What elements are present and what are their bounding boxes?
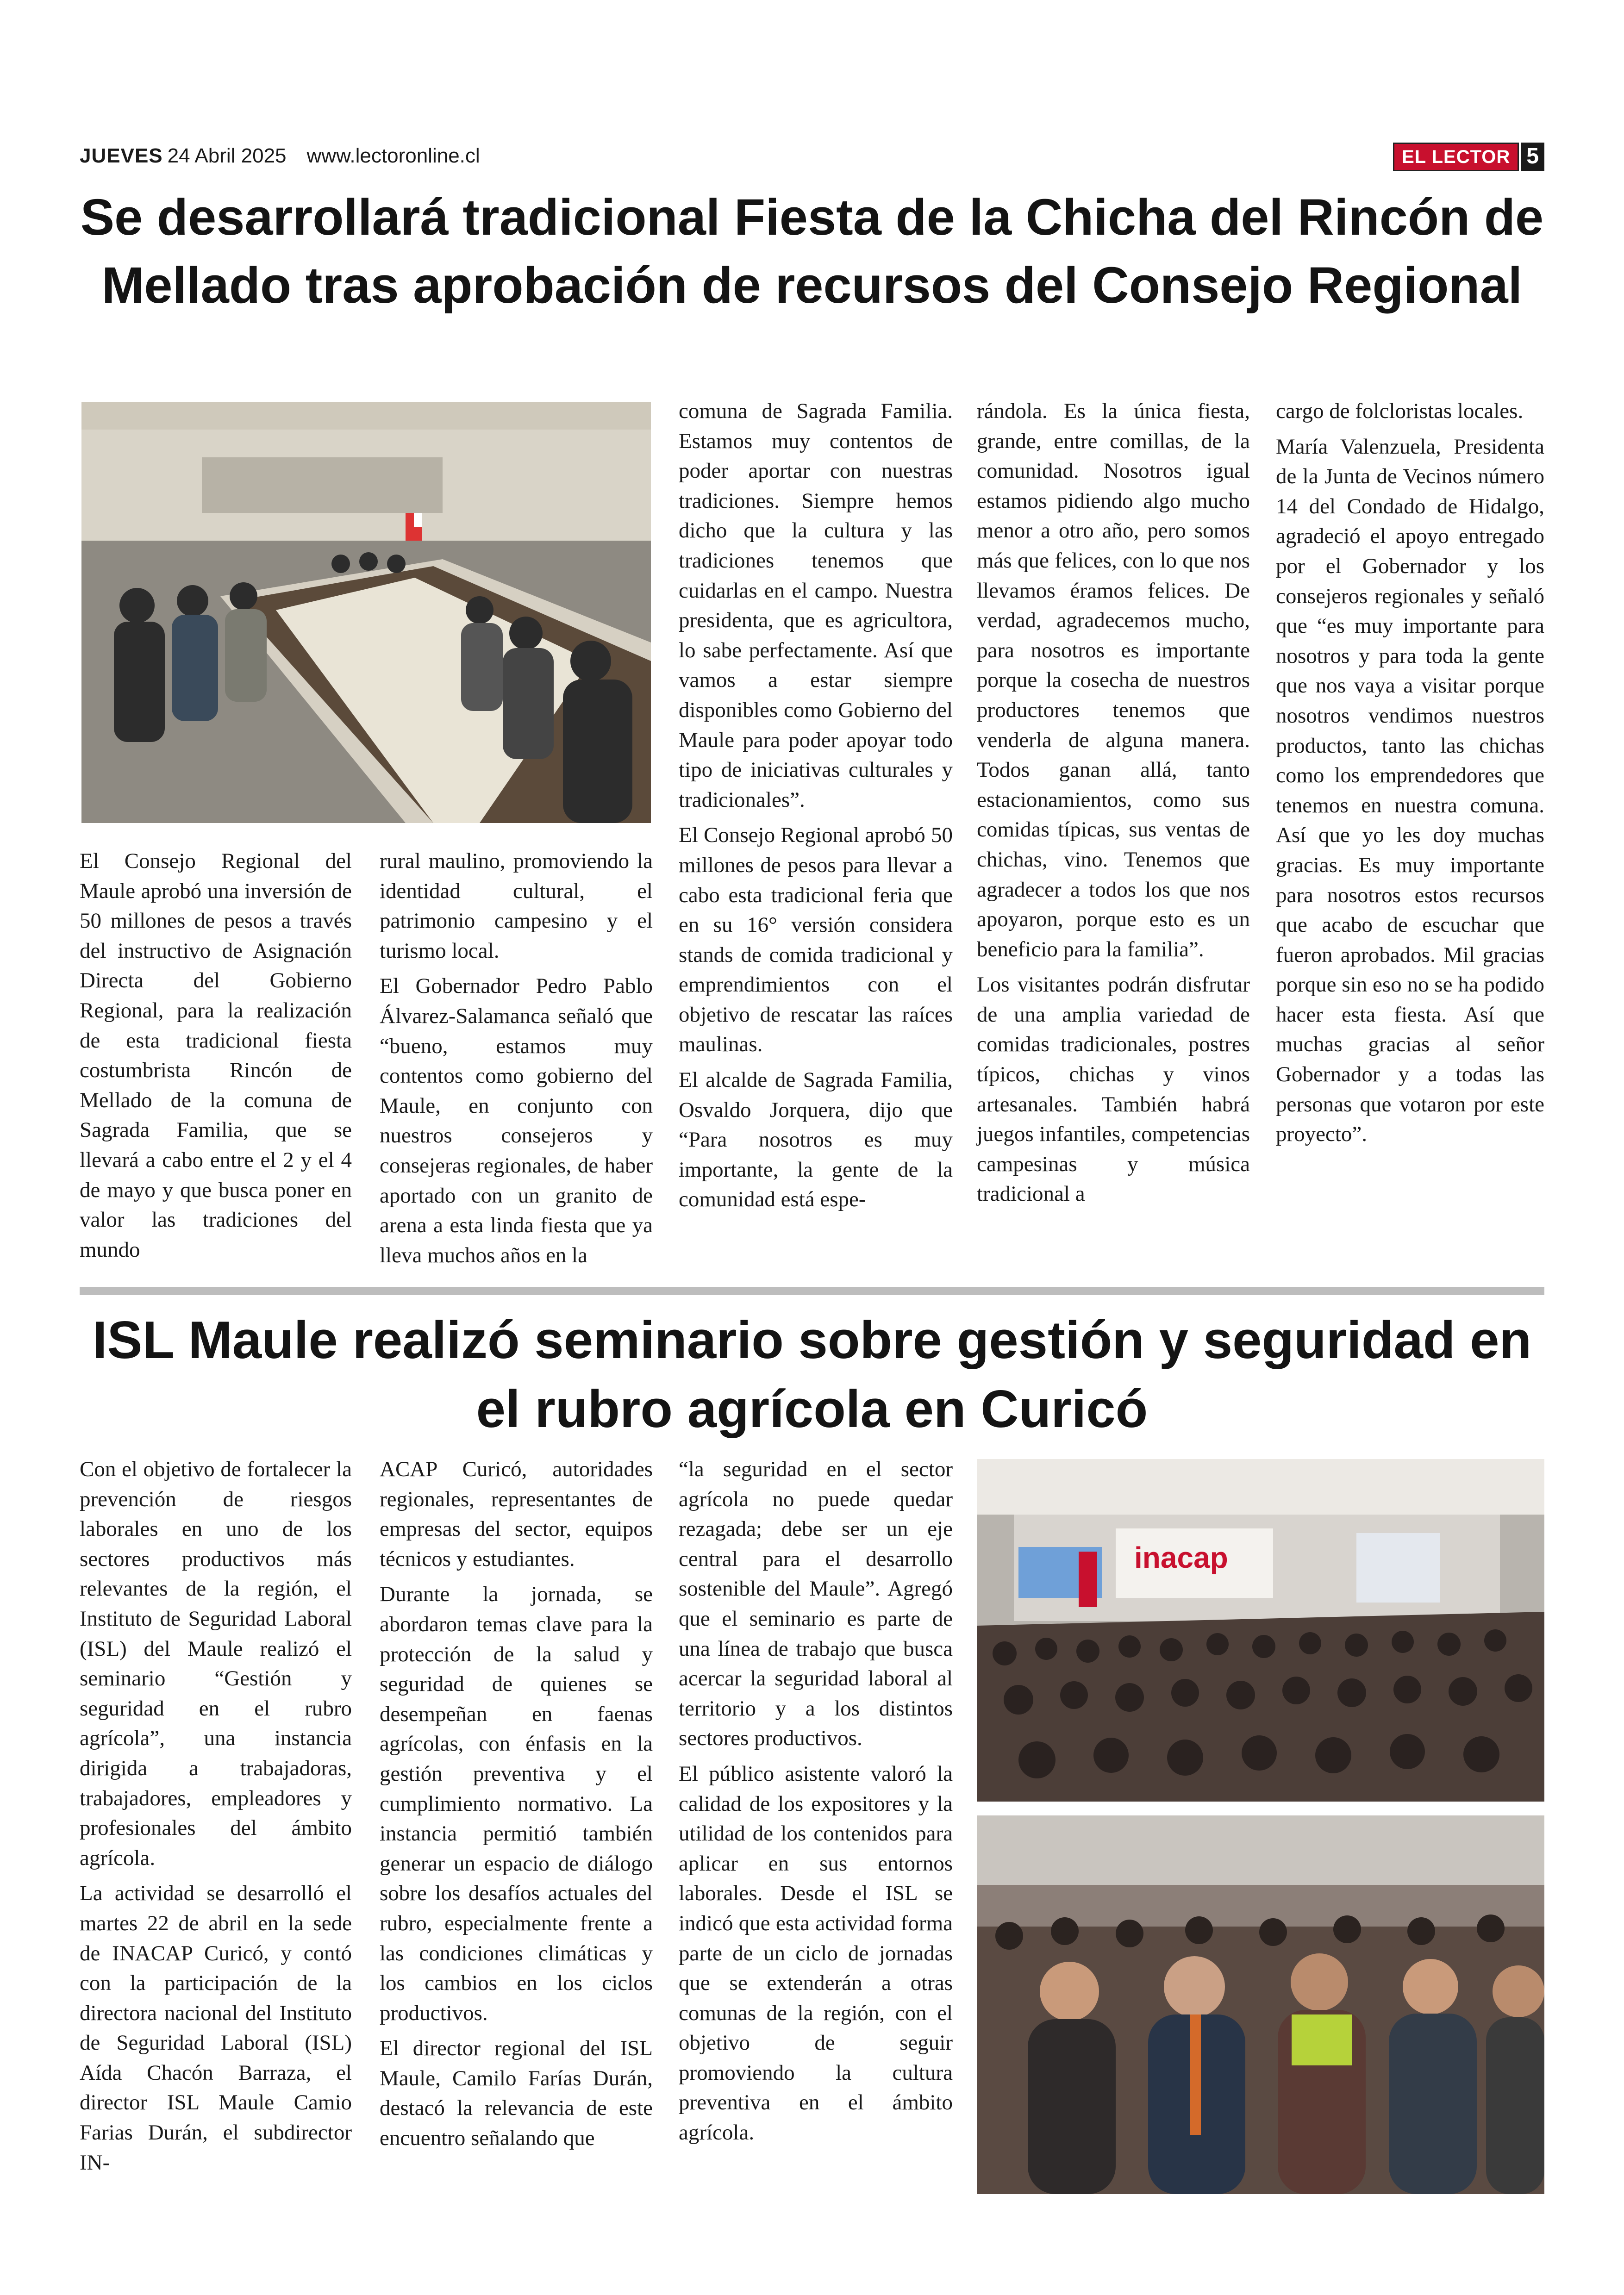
audience-photo-icon <box>977 1815 1544 2194</box>
article1-column-4 <box>977 396 1250 1215</box>
article1-col5-p2: María Valenzuela, Presidenta de la Junta de Vecinos número 14 del Condado de Hidalgo, agradeció el apoyo entregado por el Gobernador y los consejeros regionales y señaló que “es muy importante para nosotros y para toda la gente que nos vaya a visitar porque nosotros vendimos nuestros productos, tanto las chichas como los emprendedores que tenemos en nuestra comuna. Así que yo les doy muchas gracias. Es muy importante para nosotros estos recursos que acabo de escuchar que fueron aprobados. Mil gracias porque sin eso no se ha podido hacer esta fiesta. Así que muchas gracias al señor Gobernador y a todas las personas que votaron por este proyecto”. <box>1276 434 1544 1147</box>
article1-col3-p1: comuna de Sagrada Familia. Estamos muy contentos de poder aportar con nuestras tradiciones. Siempre hemos dicho que la cultura y las tradiciones tenemos que cuidarlas en el campo. Nuestra presidenta, que es agricultora, lo sabe perfectamente. Así que vamos a estar siempre disponibles como Gobierno del Maule para poder apoyar todo tipo de iniciativas culturales y tradicionales”. <box>679 399 953 812</box>
header-site-link[interactable]: www.lectoronline.cl <box>306 144 480 167</box>
header-day: JUEVES <box>80 144 163 167</box>
article2-col3-p1: “la seguridad en el sector agrícola no puede quedar rezagada; debe ser un eje central para el desarrollo sostenible del Maule”. Agregó que el seminario es parte de una línea de trabajo que busca acercar la seguridad laboral al territorio y a los distintos sectores productivos. <box>679 1457 953 1751</box>
article2-column-3 <box>679 1454 953 2153</box>
article2-column-2 <box>380 1454 653 2159</box>
article1-column-5 <box>1276 396 1544 1155</box>
article2-column-1 <box>80 1454 352 2183</box>
article2-col2-p3: El director regional del ISL Maule, Camilo Farías Durán, destacó la relevancia de este encuentro señalando que <box>380 2036 653 2151</box>
meeting-photo-icon <box>81 402 651 823</box>
article1-col1-p1: El Consejo Regional del Maule aprobó una inversión de 50 millones de pesos a través del instructivo de Asignación Directa del Gobierno Regional, para la realización de esta tradicional fiesta costumbrista Rincón de Mellado de la comuna de Sagrada Familia, que se llevará a cabo entre el 2 y el 4 de mayo y que busca poner en valor las tradiciones del mundo <box>80 849 352 1262</box>
article2-headline: ISL Maule realizó seminario sobre gestión y seguridad en el rubro agrícola en Curicó <box>92 1311 1532 1439</box>
article1-col3-p2: El Consejo Regional aprobó 50 millones de pesos para llevar a cabo esta tradicional feria que en su 16° versión considera stands de comida tradicional y emprendimientos con el objetivo de rescatar las raíces maulinas. <box>679 823 953 1057</box>
article-separator <box>80 1287 1544 1295</box>
article2-col2-p1: ACAP Curicó, autoridades regionales, representantes de empresas del sector, equipos técnicos y estudiantes. <box>380 1457 653 1571</box>
header-date: 24 Abril 2025 <box>167 144 287 167</box>
header-info <box>80 144 480 168</box>
screen-logo-text: inacap <box>1134 1541 1228 1574</box>
article1-col4-p2: Los visitantes podrán disfrutar de una amplia variedad de comidas tradicionales, postres típicos, chichas y vinos artesanales. También habrá juegos infantiles, competencias campesinas y música tradicional a <box>977 973 1250 1206</box>
article1-col3-p3: El alcalde de Sagrada Familia, Osvaldo Jorquera, dijo que “Para nosotros es muy importante, la gente de la comunidad está espe- <box>679 1068 953 1212</box>
masthead-logo: EL LECTOR <box>1393 143 1519 171</box>
article2-col1-p1: Con el objetivo de fortalecer la prevención de riesgos laborales en uno de los sectores productivos más relevantes de la región, el Instituto de Seguridad Laboral (ISL) del Maule realizó el seminario “Gestión y seguridad en el rubro agrícola”, una instancia dirigida a trabajadoras, trabajadores, empleadores y profesionales del ámbito agrícola. <box>80 1457 352 1870</box>
article2-col3-p2: El público asistente valoró la calidad de los expositores y la utilidad de los contenidos para aplicar en sus entornos laborales. Desde el ISL se indicó que esta actividad forma parte de un ciclo de jornadas que se extenderán a otras comunas de la región, con el objetivo de seguir promoviendo la cultura preventiva en el ámbito agrícola. <box>679 1761 953 2145</box>
auditorium-photo-icon <box>977 1459 1544 1802</box>
masthead <box>1393 143 1544 171</box>
article2-col1-p2: La actividad se desarrolló el martes 22 de abril en la sede de INACAP Curicó, y contó con la participación de la directora nacional del Instituto de Seguridad Laboral (ISL) Aída Chacón Barraza, el director ISL Maule Camio Farias Durán, el subdirector IN- <box>80 1881 352 2175</box>
article1-col5-p1: cargo de folcloristas locales. <box>1276 399 1524 423</box>
article1-column-1 <box>80 846 352 1270</box>
article1-column-3 <box>679 396 953 1220</box>
running-header <box>80 143 1544 175</box>
article1-headline: Se desarrollará tradicional Fiesta de la Chicha del Rincón de Mellado tras aprobación de recursos del Consejo Regional <box>80 189 1544 314</box>
article2-col2-p2: Durante la jornada, se abordaron temas clave para la protección de la salud y seguridad de quienes se desempeñan en faenas agrícolas, con énfasis en la gestión preventiva y el cumplimiento normativo. La instancia permitió también generar un espacio de diálogo sobre los desafíos actuales del rubro, especialmente frente a las condiciones climáticas y los cambios en los ciclos productivos. <box>380 1582 653 2025</box>
article1-col4-p1: rándola. Es la única fiesta, grande, entre comillas, de la comunidad. Nosotros igual estamos pidiendo algo mucho menor a otro año, pero somos más que felices, con lo que nos llevamos éramos felices. De verdad, agradecemos mucho, para nosotros es importante porque la cosecha de nuestros productores tenemos que venderla de alguna manera. Todos ganan allá, tanto estacionamientos, como sus comidas típicas, sus ventas de chichas, vino. Tenemos que agradecer a todos los que nos apoyaron, porque esto es un beneficio para la familia”. <box>977 399 1250 961</box>
article1-column-2 <box>380 846 653 1276</box>
article1-col2-p1: rural maulino, promoviendo la identidad cultural, el patrimonio campesino y el turismo local. <box>380 849 653 963</box>
page-number: 5 <box>1521 143 1544 171</box>
article1-col2-p2: El Gobernador Pedro Pablo Álvarez-Salamanca señaló que “bueno, estamos muy contentos como gobierno del Maule, en conjunto con nuestros consejeros y consejeras regionales, de haber aportado con un granito de arena a esta linda fiesta que ya lleva muchos años en la <box>380 974 653 1267</box>
